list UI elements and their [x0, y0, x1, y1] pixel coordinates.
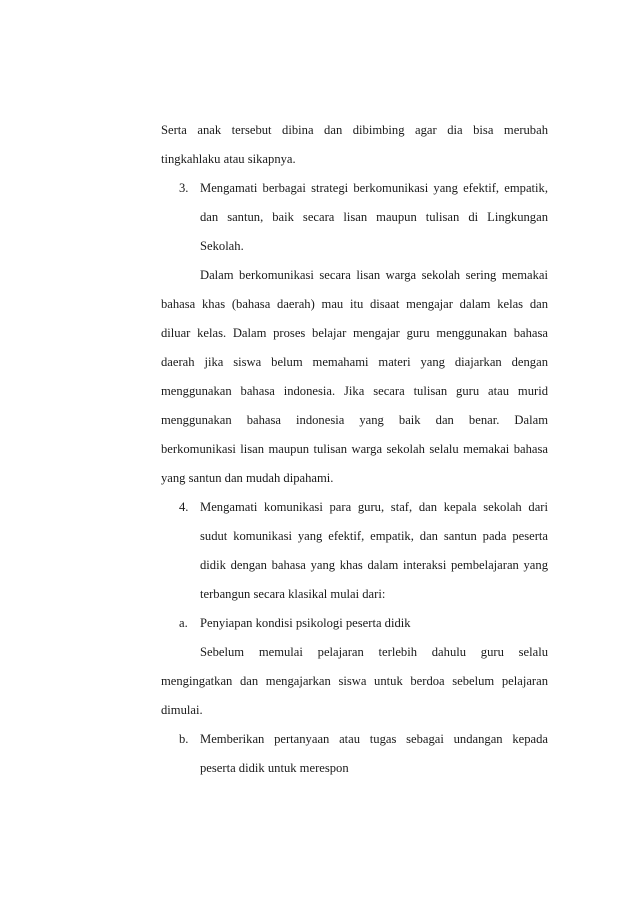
list-marker: 4.	[179, 500, 189, 514]
text-line: terbangun secara klasikal mulai dari:	[200, 587, 386, 601]
text-line: yang santun dan mudah dipahami.	[161, 471, 334, 485]
text-line: menggunakan bahasa indonesia yang baik dan benar. Dalam	[161, 413, 548, 427]
text-line: Memberikan pertanyaan atau tugas sebagai undangan kepada	[200, 732, 548, 746]
text-line: Sebelum memulai pelajaran terlebih dahulu guru selalu	[200, 645, 548, 659]
text-line: daerah jika siswa belum memahami materi yang diajarkan dengan	[161, 355, 548, 369]
text-line: didik dengan bahasa yang khas dalam interaksi pembelajaran yang	[200, 558, 548, 572]
text-line: Mengamati komunikasi para guru, staf, dan kepala sekolah dari	[200, 500, 548, 514]
text-line: dimulai.	[161, 703, 203, 717]
text-line: Penyiapan kondisi psikologi peserta didik	[200, 616, 411, 630]
list-marker: 3.	[179, 181, 189, 195]
text-line: dan santun, baik secara lisan maupun tulisan di Lingkungan	[200, 210, 548, 224]
text-line: sudut komunikasi yang efektif, empatik, dan santun pada peserta	[200, 529, 548, 543]
text-line: Sekolah.	[200, 239, 244, 253]
text-line: Dalam berkomunikasi secara lisan warga sekolah sering memakai	[200, 268, 548, 282]
text-line: diluar kelas. Dalam proses belajar mengajar guru menggunakan bahasa	[161, 326, 548, 340]
text-line: Mengamati berbagai strategi berkomunikasi yang efektif, empatik,	[200, 181, 548, 195]
text-line: mengingatkan dan mengajarkan siswa untuk berdoa sebelum pelajaran	[161, 674, 548, 688]
text-line: menggunakan bahasa indonesia. Jika secara tulisan guru atau murid	[161, 384, 548, 398]
text-line: peserta didik untuk merespon	[200, 761, 349, 775]
text-line: berkomunikasi lisan maupun tulisan warga sekolah selalu memakai bahasa	[161, 442, 548, 456]
text-line: Serta anak tersebut dibina dan dibimbing agar dia bisa merubah	[161, 123, 548, 137]
list-marker: b.	[179, 732, 189, 746]
list-marker: a.	[179, 616, 188, 630]
text-line: tingkahlaku atau sikapnya.	[161, 152, 296, 166]
text-line: bahasa khas (bahasa daerah) mau itu disaat mengajar dalam kelas dan	[161, 297, 548, 311]
